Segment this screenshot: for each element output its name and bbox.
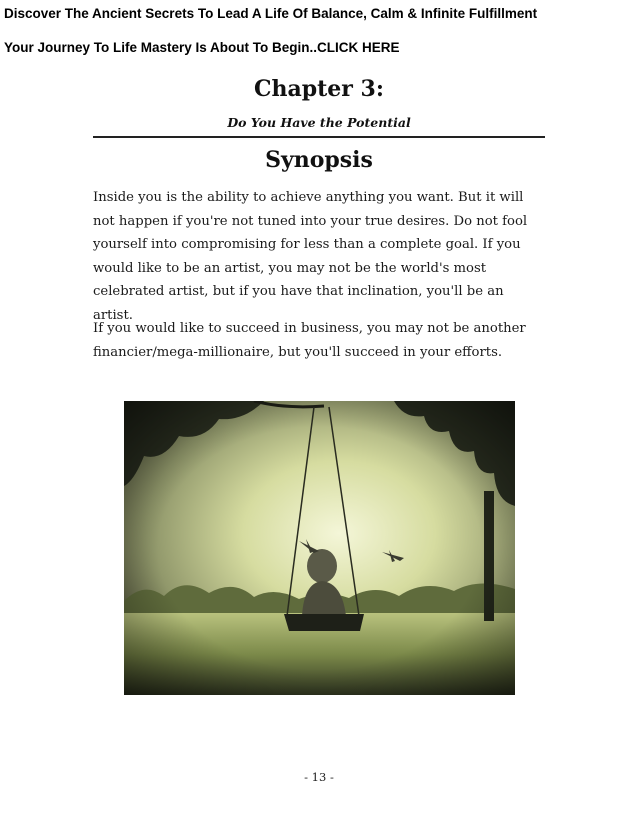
promo-link-click-here[interactable]: Your Journey To Life Mastery Is About To Begin..CLICK HERE <box>4 40 400 55</box>
child-on-swing-photo <box>124 401 515 695</box>
chapter-subtitle: Do You Have the Potential <box>227 115 411 130</box>
chapter-title: Chapter 3: <box>254 76 384 102</box>
synopsis-paragraph-2: If you would like to succeed in business, you may not be another financier/mega-millionaire, but you'll succeed in your efforts. <box>93 321 526 360</box>
page-number: - 13 - <box>304 770 334 784</box>
synopsis-heading: Synopsis <box>265 147 373 173</box>
synopsis-paragraph-1: Inside you is the ability to achieve anything you want. But it will not happen if you're not tuned into your true desires. Do not fool yourself into compromising for less than a complete goal. If you would like to be an artist, you may not be the world's most celebrated artist, but if you have that inclination, you'll be an artist. <box>93 190 528 323</box>
promo-link-ancient-secrets[interactable]: Discover The Ancient Secrets To Lead A Life Of Balance, Calm & Infinite Fulfillment <box>4 6 538 21</box>
heading-divider <box>93 136 545 138</box>
